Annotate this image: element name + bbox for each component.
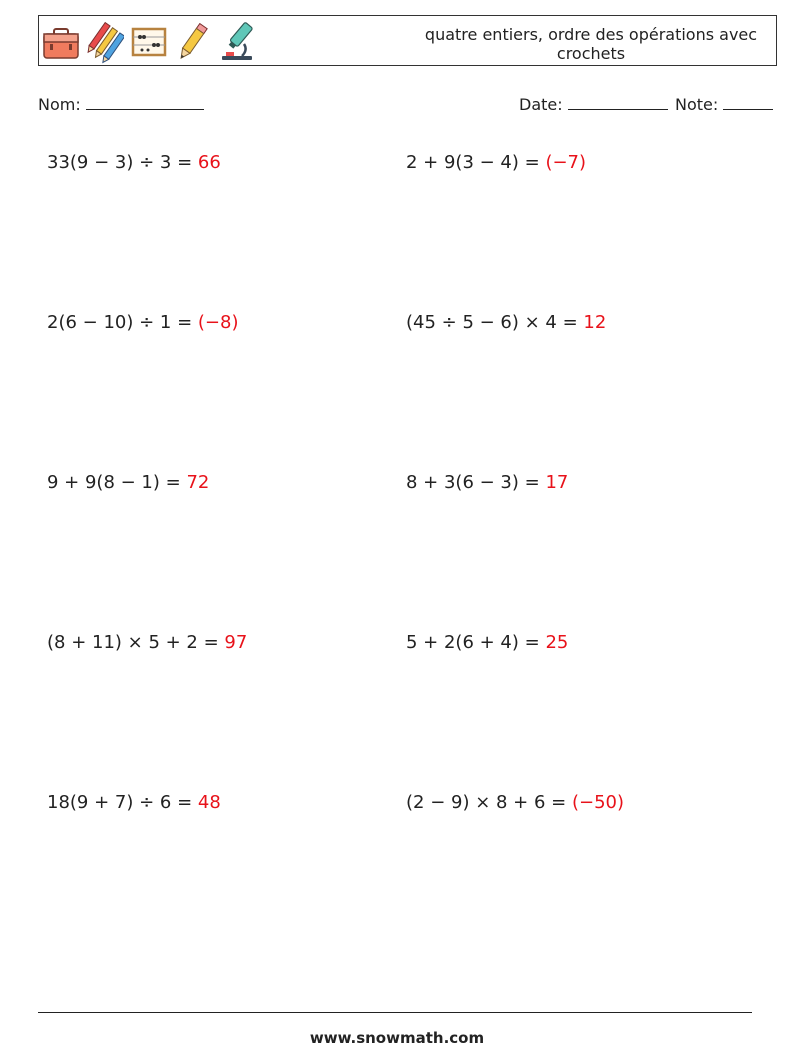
problem-answer: (−50) xyxy=(571,792,624,813)
header-icons xyxy=(42,20,256,64)
problem-expression: 33(9 − 3) ÷ 3 = xyxy=(47,152,198,173)
problem-expression: (2 − 9) × 8 + 6 = xyxy=(406,792,572,813)
problem-answer: 25 xyxy=(545,632,569,653)
problem-answer: (−7) xyxy=(545,152,587,173)
problem-3 xyxy=(47,312,238,333)
problem-answer: (−8) xyxy=(197,312,239,333)
problem-4 xyxy=(406,312,606,333)
worksheet-header xyxy=(38,15,777,66)
worksheet-title: quatre entiers, ordre des opérations avec crochets xyxy=(424,25,758,63)
date-line[interactable] xyxy=(568,94,668,110)
problem-expression: 5 + 2(6 + 4) = xyxy=(406,632,546,653)
name-line[interactable] xyxy=(86,94,204,110)
problem-expression: 18(9 + 7) ÷ 6 = xyxy=(47,792,198,813)
microscope-icon xyxy=(218,20,256,64)
date-field[interactable] xyxy=(519,94,668,114)
problem-expression: 9 + 9(8 − 1) = xyxy=(47,472,187,493)
problem-5 xyxy=(47,472,209,493)
name-field[interactable] xyxy=(38,94,204,114)
problem-9 xyxy=(47,792,221,813)
abacus-icon xyxy=(130,20,168,64)
problem-answer: 48 xyxy=(197,792,221,813)
problem-1 xyxy=(47,152,221,173)
problem-expression: 2 + 9(3 − 4) = xyxy=(406,152,546,173)
grade-line[interactable] xyxy=(723,94,773,110)
pencils-icon xyxy=(86,20,124,64)
problem-2 xyxy=(406,152,586,173)
problem-answer: 12 xyxy=(583,312,607,333)
problem-6 xyxy=(406,472,568,493)
problem-answer: 97 xyxy=(224,632,248,653)
grade-label: Note: xyxy=(675,95,719,114)
problem-answer: 17 xyxy=(545,472,569,493)
date-label: Date: xyxy=(519,95,563,114)
problem-answer: 72 xyxy=(186,472,210,493)
problem-8 xyxy=(406,632,568,653)
grade-field[interactable] xyxy=(675,94,773,114)
pencil-icon xyxy=(174,20,212,64)
name-label: Nom: xyxy=(38,95,81,114)
footer-divider xyxy=(38,1012,752,1013)
problem-expression: (8 + 11) × 5 + 2 = xyxy=(47,632,225,653)
problem-expression: 8 + 3(6 − 3) = xyxy=(406,472,546,493)
problem-expression: (45 ÷ 5 − 6) × 4 = xyxy=(406,312,584,333)
footer-website[interactable]: www.snowmath.com xyxy=(309,1029,485,1047)
problem-7 xyxy=(47,632,247,653)
problem-answer: 66 xyxy=(197,152,221,173)
briefcase-icon xyxy=(42,20,80,64)
problem-expression: 2(6 − 10) ÷ 1 = xyxy=(47,312,198,333)
problem-10 xyxy=(406,792,624,813)
